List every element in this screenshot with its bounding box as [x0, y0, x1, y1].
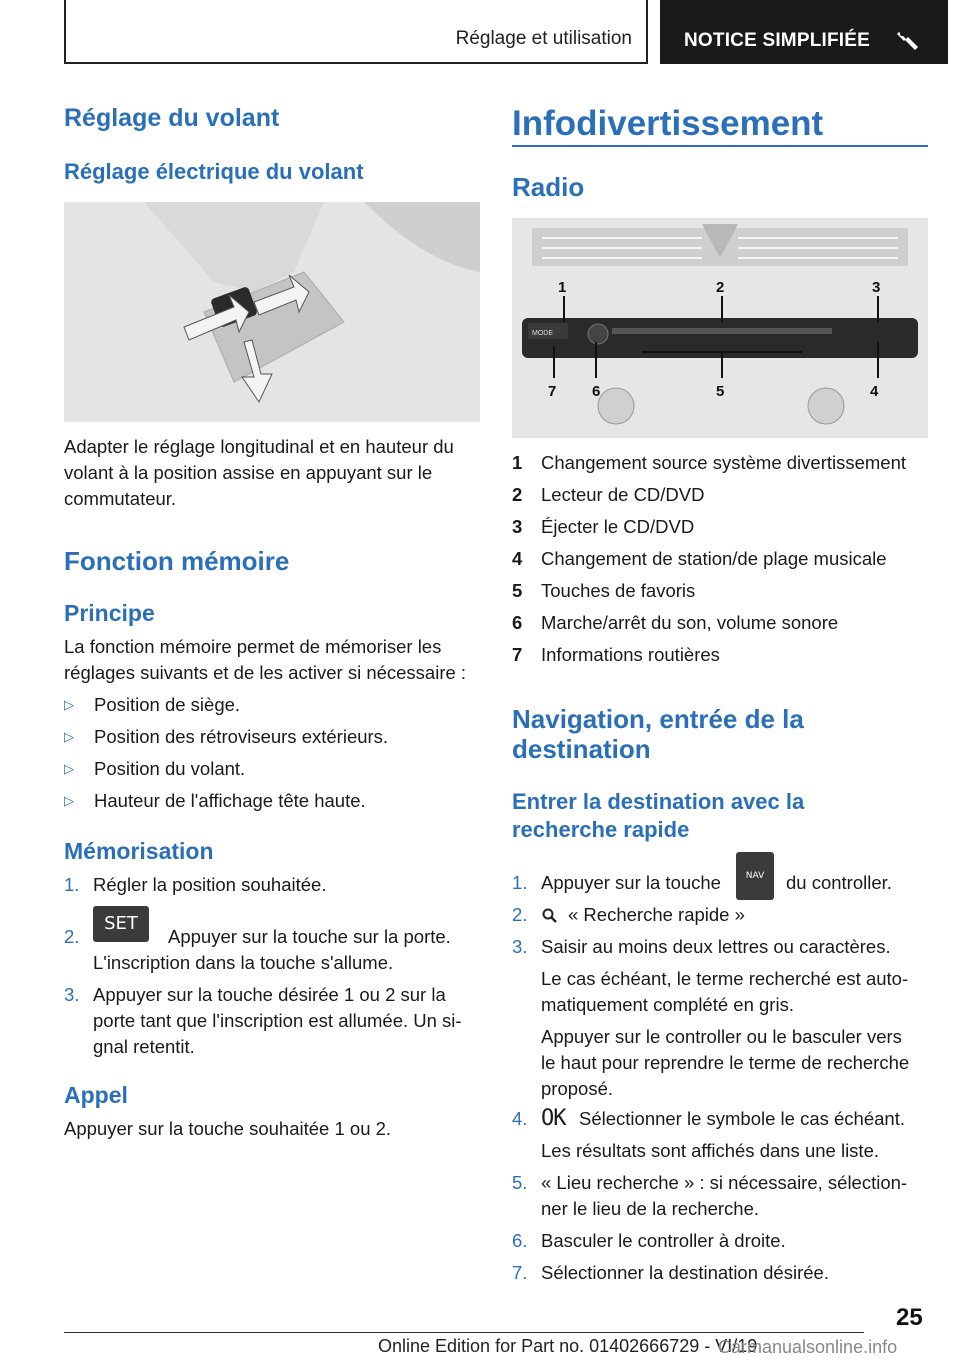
callout-7: 7	[548, 383, 557, 400]
triangle-bullet-icon: ▷	[64, 761, 74, 776]
callout-3: 3	[872, 279, 881, 296]
running-header	[64, 0, 648, 64]
heading-electric-steering: Réglage électrique du volant	[64, 159, 364, 184]
callout-1: 1	[558, 279, 567, 296]
recall-text: Appuyer sur la touche souhaitée 1 ou 2.	[64, 1118, 392, 1139]
chapter-title: Infodivertissement	[512, 104, 824, 143]
triangle-bullet-icon: ▷	[64, 697, 74, 712]
callout-4: 4	[870, 383, 879, 400]
steering-switch-image	[64, 202, 480, 422]
guide-tab	[660, 0, 948, 64]
heading-navigation: Navigation, entrée de la destination	[512, 704, 804, 764]
callout-2: 2	[716, 279, 725, 296]
bullet-item: ▷ Position du volant.	[64, 756, 245, 782]
heading-quick-search: Entrer la destination avec la recherche rapide	[512, 789, 805, 842]
page-number: 25	[896, 1304, 923, 1331]
heading-memory: Fonction mémoire	[64, 546, 290, 576]
bullet-item: ▷ Position de siège.	[64, 692, 240, 718]
footer-edition: Online Edition for Part no. 01402666729 - VI/19	[378, 1336, 758, 1356]
radio-mode-button-label: MODE	[532, 330, 553, 337]
list-item: 1. Appuyer sur la touche NAV du controller.	[512, 870, 932, 900]
heading-recall: Appel	[64, 1082, 128, 1108]
bullet-item: ▷ Position des rétroviseurs extérieurs.	[64, 724, 388, 750]
chapter-rule	[512, 145, 928, 147]
guide-label: NOTICE SIMPLIFIÉE	[684, 30, 871, 51]
list-item: 2. SET Appuyer sur la touche sur la porte. L'inscription dans la touche s'allume.	[64, 906, 484, 976]
nav-key-icon: NAV	[736, 852, 774, 900]
callout-6: 6	[592, 383, 601, 400]
callout-5: 5	[716, 383, 725, 400]
ok-icon: OK	[541, 1106, 566, 1131]
heading-store: Mémorisation	[64, 838, 214, 864]
heading-principle: Principe	[64, 600, 155, 626]
search-icon	[541, 906, 559, 932]
list-item: 2. « Recherche rapide »	[512, 902, 932, 930]
heading-steering: Réglage du volant	[64, 104, 280, 132]
triangle-bullet-icon: ▷	[64, 729, 74, 744]
triangle-bullet-icon: ▷	[64, 793, 74, 808]
heading-radio: Radio	[512, 172, 585, 202]
bullet-item: ▷ Hauteur de l'affichage tête haute.	[64, 788, 366, 814]
watermark: Carmanualsonline.info	[718, 1337, 898, 1357]
steering-description: Adapter le réglage longitudinal et en hauteur du volant à la position assise en appuyant sur le commutateur.	[64, 436, 454, 509]
wrench-icon	[896, 28, 922, 57]
section-title: Réglage et utilisation	[455, 28, 632, 49]
set-key-icon: SET	[93, 906, 149, 942]
footer-rule	[64, 1332, 864, 1333]
principle-text: La fonction mémoire permet de mémoriser les réglages suivants et de les activer si nécessaire :	[64, 636, 467, 683]
radio-panel-image	[512, 218, 928, 438]
